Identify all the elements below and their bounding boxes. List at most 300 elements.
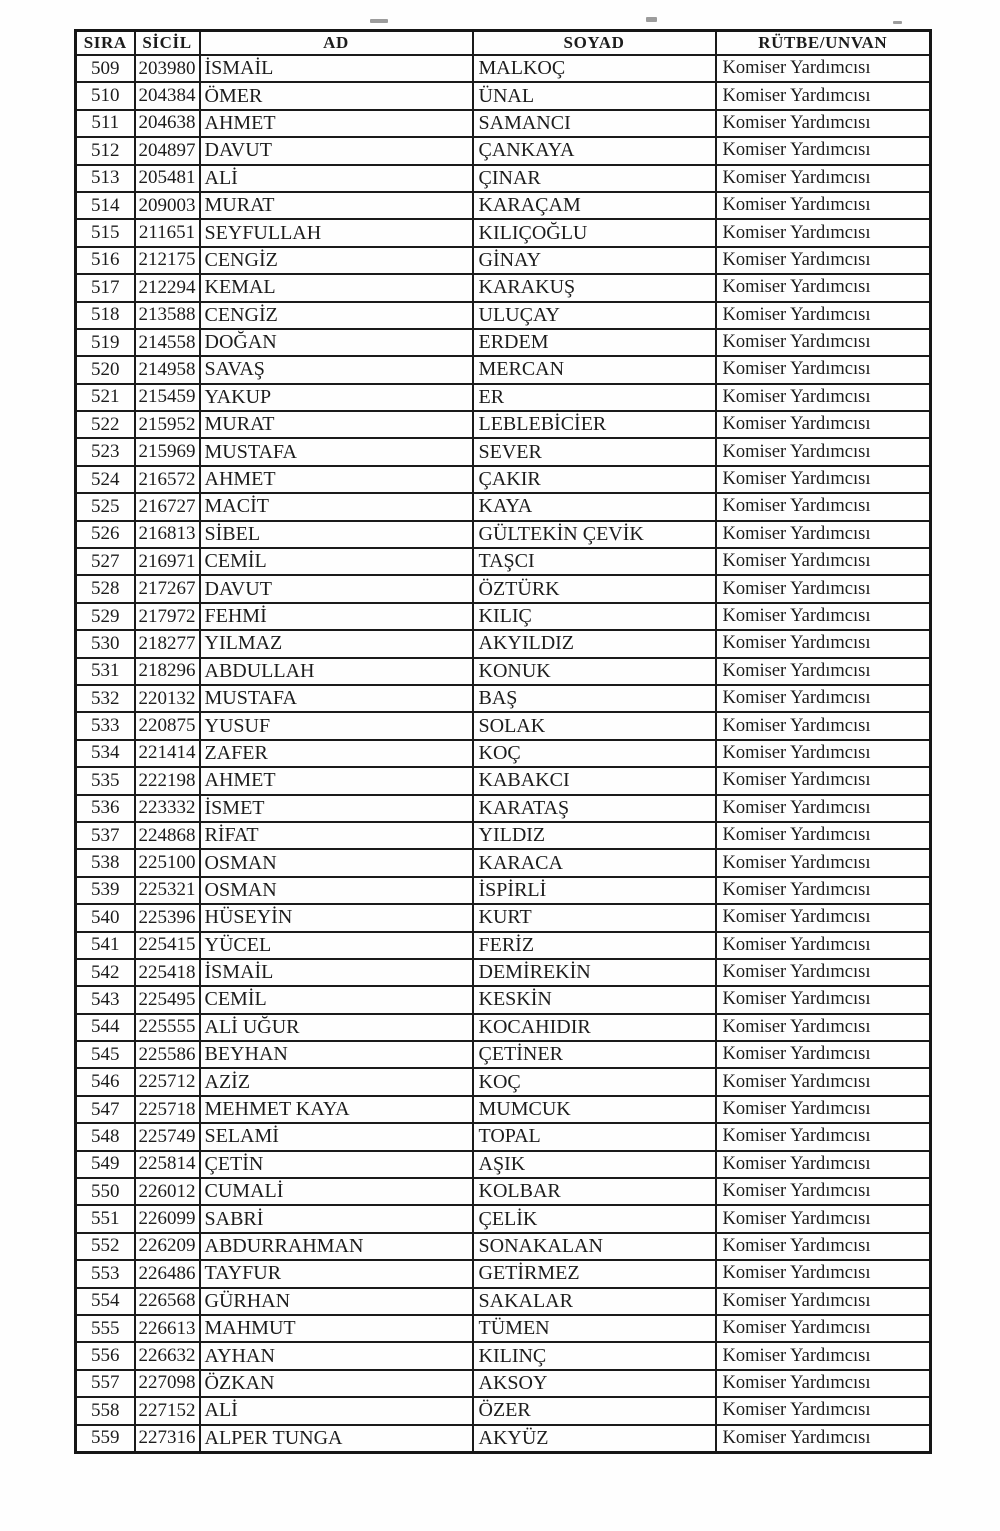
cell-rutbe: Komiser Yardımcısı bbox=[716, 1014, 931, 1041]
cell-rutbe: Komiser Yardımcısı bbox=[716, 1205, 931, 1232]
cell-sira: 546 bbox=[76, 1068, 135, 1095]
cell-sira: 554 bbox=[76, 1288, 135, 1315]
cell-sicil: 204384 bbox=[135, 82, 200, 109]
table-row bbox=[76, 1096, 931, 1123]
cell-sicil: 226632 bbox=[135, 1342, 200, 1369]
cell-rutbe: Komiser Yardımcısı bbox=[716, 712, 931, 739]
cell-soyad: AKYÜZ bbox=[473, 1425, 716, 1453]
cell-soyad: GÜLTEKİN ÇEVİK bbox=[473, 521, 716, 548]
cell-sicil: 217972 bbox=[135, 603, 200, 630]
column-header-sicil: SİCİL bbox=[135, 31, 200, 56]
table-row bbox=[76, 384, 931, 411]
cell-sicil: 225712 bbox=[135, 1068, 200, 1095]
cell-sicil: 225321 bbox=[135, 877, 200, 904]
cell-rutbe: Komiser Yardımcısı bbox=[716, 685, 931, 712]
cell-ad: OSMAN bbox=[200, 877, 473, 904]
cell-ad: MEHMET KAYA bbox=[200, 1096, 473, 1123]
cell-ad: YUSUF bbox=[200, 712, 473, 739]
cell-soyad: GİNAY bbox=[473, 247, 716, 274]
cell-sicil: 222198 bbox=[135, 767, 200, 794]
cell-ad: YILMAZ bbox=[200, 630, 473, 657]
cell-ad: MUSTAFA bbox=[200, 685, 473, 712]
cell-ad: ÇETİN bbox=[200, 1151, 473, 1178]
table-row bbox=[76, 932, 931, 959]
cell-soyad: KARATAŞ bbox=[473, 795, 716, 822]
cell-soyad: KARACA bbox=[473, 849, 716, 876]
cell-sicil: 216727 bbox=[135, 493, 200, 520]
cell-sira: 552 bbox=[76, 1233, 135, 1260]
cell-sira: 538 bbox=[76, 849, 135, 876]
table-row bbox=[76, 55, 931, 82]
cell-ad: İSMET bbox=[200, 795, 473, 822]
cell-rutbe: Komiser Yardımcısı bbox=[716, 767, 931, 794]
cell-rutbe: Komiser Yardımcısı bbox=[716, 1315, 931, 1342]
cell-ad: CENGİZ bbox=[200, 247, 473, 274]
cell-soyad: ER bbox=[473, 384, 716, 411]
table-row bbox=[76, 1425, 931, 1453]
cell-ad: AHMET bbox=[200, 767, 473, 794]
cell-soyad: KESKİN bbox=[473, 986, 716, 1013]
cell-sira: 557 bbox=[76, 1370, 135, 1397]
cell-sicil: 212175 bbox=[135, 247, 200, 274]
table-row bbox=[76, 685, 931, 712]
table-row bbox=[76, 1397, 931, 1424]
cell-sira: 535 bbox=[76, 767, 135, 794]
cell-sira: 559 bbox=[76, 1425, 135, 1453]
table-row bbox=[76, 1288, 931, 1315]
cell-soyad: ÖZTÜRK bbox=[473, 575, 716, 602]
cell-sicil: 215969 bbox=[135, 438, 200, 465]
cell-sicil: 225814 bbox=[135, 1151, 200, 1178]
table-row bbox=[76, 822, 931, 849]
cell-sira: 527 bbox=[76, 548, 135, 575]
header-row bbox=[76, 31, 931, 56]
cell-sicil: 204897 bbox=[135, 137, 200, 164]
table-row bbox=[76, 274, 931, 301]
cell-sicil: 211651 bbox=[135, 219, 200, 246]
table-row bbox=[76, 849, 931, 876]
cell-sicil: 220132 bbox=[135, 685, 200, 712]
scan-artifact bbox=[646, 17, 657, 22]
table-row bbox=[76, 219, 931, 246]
cell-ad: BEYHAN bbox=[200, 1041, 473, 1068]
cell-sicil: 203980 bbox=[135, 55, 200, 82]
cell-sira: 536 bbox=[76, 795, 135, 822]
cell-soyad: ÇELİK bbox=[473, 1205, 716, 1232]
cell-rutbe: Komiser Yardımcısı bbox=[716, 1397, 931, 1424]
cell-soyad: ÇANKAYA bbox=[473, 137, 716, 164]
cell-ad: YAKUP bbox=[200, 384, 473, 411]
cell-ad: DAVUT bbox=[200, 137, 473, 164]
cell-sicil: 225396 bbox=[135, 904, 200, 931]
cell-sicil: 226099 bbox=[135, 1205, 200, 1232]
cell-soyad: ULUÇAY bbox=[473, 302, 716, 329]
cell-ad: FEHMİ bbox=[200, 603, 473, 630]
cell-sira: 513 bbox=[76, 165, 135, 192]
cell-sicil: 218296 bbox=[135, 658, 200, 685]
cell-rutbe: Komiser Yardımcısı bbox=[716, 137, 931, 164]
cell-sira: 540 bbox=[76, 904, 135, 931]
cell-ad: ALİ bbox=[200, 165, 473, 192]
table-row bbox=[76, 712, 931, 739]
cell-sicil: 209003 bbox=[135, 192, 200, 219]
cell-soyad: AKSOY bbox=[473, 1370, 716, 1397]
cell-rutbe: Komiser Yardımcısı bbox=[716, 247, 931, 274]
cell-ad: MURAT bbox=[200, 192, 473, 219]
cell-ad: AHMET bbox=[200, 466, 473, 493]
cell-sira: 555 bbox=[76, 1315, 135, 1342]
table-row bbox=[76, 1315, 931, 1342]
cell-sicil: 225495 bbox=[135, 986, 200, 1013]
cell-sira: 532 bbox=[76, 685, 135, 712]
cell-soyad: SONAKALAN bbox=[473, 1233, 716, 1260]
cell-ad: SEYFULLAH bbox=[200, 219, 473, 246]
column-header-sira: SIRA bbox=[76, 31, 135, 56]
cell-sira: 523 bbox=[76, 438, 135, 465]
cell-sira: 545 bbox=[76, 1041, 135, 1068]
table-row bbox=[76, 329, 931, 356]
cell-soyad: SOLAK bbox=[473, 712, 716, 739]
cell-sira: 541 bbox=[76, 932, 135, 959]
table-row bbox=[76, 1342, 931, 1369]
cell-rutbe: Komiser Yardımcısı bbox=[716, 438, 931, 465]
cell-sicil: 226568 bbox=[135, 1288, 200, 1315]
cell-ad: MUSTAFA bbox=[200, 438, 473, 465]
table-row bbox=[76, 1068, 931, 1095]
cell-soyad: KAYA bbox=[473, 493, 716, 520]
cell-sira: 526 bbox=[76, 521, 135, 548]
cell-rutbe: Komiser Yardımcısı bbox=[716, 82, 931, 109]
cell-soyad: KILINÇ bbox=[473, 1342, 716, 1369]
cell-rutbe: Komiser Yardımcısı bbox=[716, 822, 931, 849]
cell-soyad: KARAKUŞ bbox=[473, 274, 716, 301]
cell-rutbe: Komiser Yardımcısı bbox=[716, 1425, 931, 1453]
cell-rutbe: Komiser Yardımcısı bbox=[716, 575, 931, 602]
cell-rutbe: Komiser Yardımcısı bbox=[716, 356, 931, 383]
column-header-soyad: SOYAD bbox=[473, 31, 716, 56]
cell-sicil: 212294 bbox=[135, 274, 200, 301]
cell-sicil: 225418 bbox=[135, 959, 200, 986]
cell-sira: 549 bbox=[76, 1151, 135, 1178]
cell-sira: 510 bbox=[76, 82, 135, 109]
cell-soyad: KARAÇAM bbox=[473, 192, 716, 219]
table-row bbox=[76, 165, 931, 192]
cell-sicil: 214558 bbox=[135, 329, 200, 356]
cell-sira: 524 bbox=[76, 466, 135, 493]
cell-sira: 509 bbox=[76, 55, 135, 82]
table-row bbox=[76, 356, 931, 383]
cell-rutbe: Komiser Yardımcısı bbox=[716, 1151, 931, 1178]
table-row bbox=[76, 192, 931, 219]
cell-soyad: KOÇ bbox=[473, 1068, 716, 1095]
table-row bbox=[76, 438, 931, 465]
cell-sicil: 221414 bbox=[135, 740, 200, 767]
table-row bbox=[76, 740, 931, 767]
cell-ad: KEMAL bbox=[200, 274, 473, 301]
cell-rutbe: Komiser Yardımcısı bbox=[716, 302, 931, 329]
cell-soyad: AŞIK bbox=[473, 1151, 716, 1178]
cell-soyad: ÇAKIR bbox=[473, 466, 716, 493]
cell-ad: GÜRHAN bbox=[200, 1288, 473, 1315]
cell-ad: ZAFER bbox=[200, 740, 473, 767]
cell-rutbe: Komiser Yardımcısı bbox=[716, 165, 931, 192]
cell-soyad: MALKOÇ bbox=[473, 55, 716, 82]
cell-sira: 521 bbox=[76, 384, 135, 411]
cell-soyad: SAKALAR bbox=[473, 1288, 716, 1315]
table-row bbox=[76, 1370, 931, 1397]
cell-sira: 547 bbox=[76, 1096, 135, 1123]
cell-sicil: 223332 bbox=[135, 795, 200, 822]
cell-sicil: 213588 bbox=[135, 302, 200, 329]
cell-soyad: MERCAN bbox=[473, 356, 716, 383]
scan-artifact bbox=[370, 19, 388, 23]
cell-sira: 533 bbox=[76, 712, 135, 739]
cell-rutbe: Komiser Yardımcısı bbox=[716, 658, 931, 685]
cell-sicil: 227316 bbox=[135, 1425, 200, 1453]
cell-soyad: KABAKCI bbox=[473, 767, 716, 794]
cell-rutbe: Komiser Yardımcısı bbox=[716, 1260, 931, 1287]
cell-ad: ALPER TUNGA bbox=[200, 1425, 473, 1453]
cell-sicil: 204638 bbox=[135, 110, 200, 137]
cell-soyad: LEBLEBİCİER bbox=[473, 411, 716, 438]
cell-ad: SAVAŞ bbox=[200, 356, 473, 383]
table-row bbox=[76, 575, 931, 602]
cell-soyad: YILDIZ bbox=[473, 822, 716, 849]
cell-sira: 537 bbox=[76, 822, 135, 849]
column-header-rutbe: RÜTBE/UNVAN bbox=[716, 31, 931, 56]
cell-ad: ALİ UĞUR bbox=[200, 1014, 473, 1041]
cell-rutbe: Komiser Yardımcısı bbox=[716, 1342, 931, 1369]
table-row bbox=[76, 630, 931, 657]
cell-sira: 520 bbox=[76, 356, 135, 383]
cell-sira: 551 bbox=[76, 1205, 135, 1232]
cell-sicil: 226012 bbox=[135, 1178, 200, 1205]
table-header bbox=[76, 31, 931, 56]
cell-sicil: 224868 bbox=[135, 822, 200, 849]
table-row bbox=[76, 877, 931, 904]
cell-sicil: 220875 bbox=[135, 712, 200, 739]
table-row bbox=[76, 1151, 931, 1178]
cell-rutbe: Komiser Yardımcısı bbox=[716, 1068, 931, 1095]
cell-rutbe: Komiser Yardımcısı bbox=[716, 219, 931, 246]
cell-soyad: ÇETİNER bbox=[473, 1041, 716, 1068]
cell-ad: İSMAİL bbox=[200, 55, 473, 82]
cell-sicil: 214958 bbox=[135, 356, 200, 383]
cell-sira: 553 bbox=[76, 1260, 135, 1287]
cell-soyad: TOPAL bbox=[473, 1123, 716, 1150]
cell-ad: SELAMİ bbox=[200, 1123, 473, 1150]
cell-sicil: 217267 bbox=[135, 575, 200, 602]
cell-ad: MURAT bbox=[200, 411, 473, 438]
cell-sicil: 226613 bbox=[135, 1315, 200, 1342]
cell-soyad: KOÇ bbox=[473, 740, 716, 767]
cell-rutbe: Komiser Yardımcısı bbox=[716, 986, 931, 1013]
cell-ad: DAVUT bbox=[200, 575, 473, 602]
cell-rutbe: Komiser Yardımcısı bbox=[716, 274, 931, 301]
cell-soyad: KOCAHIDIR bbox=[473, 1014, 716, 1041]
cell-soyad: KURT bbox=[473, 904, 716, 931]
cell-sira: 531 bbox=[76, 658, 135, 685]
cell-rutbe: Komiser Yardımcısı bbox=[716, 110, 931, 137]
cell-rutbe: Komiser Yardımcısı bbox=[716, 630, 931, 657]
cell-rutbe: Komiser Yardımcısı bbox=[716, 740, 931, 767]
cell-rutbe: Komiser Yardımcısı bbox=[716, 877, 931, 904]
scan-artifact bbox=[893, 21, 902, 24]
cell-soyad: FERİZ bbox=[473, 932, 716, 959]
cell-sicil: 227098 bbox=[135, 1370, 200, 1397]
table-row bbox=[76, 411, 931, 438]
cell-sicil: 225586 bbox=[135, 1041, 200, 1068]
cell-sira: 529 bbox=[76, 603, 135, 630]
cell-rutbe: Komiser Yardımcısı bbox=[716, 1096, 931, 1123]
cell-rutbe: Komiser Yardımcısı bbox=[716, 411, 931, 438]
cell-ad: MAHMUT bbox=[200, 1315, 473, 1342]
cell-soyad: TAŞCI bbox=[473, 548, 716, 575]
cell-ad: ÖZKAN bbox=[200, 1370, 473, 1397]
cell-ad: TAYFUR bbox=[200, 1260, 473, 1287]
cell-sicil: 225749 bbox=[135, 1123, 200, 1150]
table-row bbox=[76, 1041, 931, 1068]
cell-soyad: ERDEM bbox=[473, 329, 716, 356]
cell-sira: 539 bbox=[76, 877, 135, 904]
cell-soyad: ÇINAR bbox=[473, 165, 716, 192]
table-row bbox=[76, 493, 931, 520]
cell-ad: CUMALİ bbox=[200, 1178, 473, 1205]
cell-sira: 544 bbox=[76, 1014, 135, 1041]
table-row bbox=[76, 986, 931, 1013]
cell-sicil: 216572 bbox=[135, 466, 200, 493]
cell-sira: 528 bbox=[76, 575, 135, 602]
cell-sira: 525 bbox=[76, 493, 135, 520]
cell-ad: MACİT bbox=[200, 493, 473, 520]
cell-ad: DOĞAN bbox=[200, 329, 473, 356]
cell-sira: 514 bbox=[76, 192, 135, 219]
cell-rutbe: Komiser Yardımcısı bbox=[716, 1370, 931, 1397]
table-row bbox=[76, 110, 931, 137]
cell-sicil: 227152 bbox=[135, 1397, 200, 1424]
cell-rutbe: Komiser Yardımcısı bbox=[716, 1233, 931, 1260]
cell-rutbe: Komiser Yardımcısı bbox=[716, 1123, 931, 1150]
cell-rutbe: Komiser Yardımcısı bbox=[716, 1178, 931, 1205]
table-row bbox=[76, 137, 931, 164]
cell-sira: 542 bbox=[76, 959, 135, 986]
cell-soyad: GETİRMEZ bbox=[473, 1260, 716, 1287]
cell-sira: 516 bbox=[76, 247, 135, 274]
cell-rutbe: Komiser Yardımcısı bbox=[716, 55, 931, 82]
cell-soyad: SEVER bbox=[473, 438, 716, 465]
cell-sicil: 225415 bbox=[135, 932, 200, 959]
cell-rutbe: Komiser Yardımcısı bbox=[716, 904, 931, 931]
cell-ad: CENGİZ bbox=[200, 302, 473, 329]
table-row bbox=[76, 1123, 931, 1150]
cell-soyad: KONUK bbox=[473, 658, 716, 685]
cell-soyad: AKYILDIZ bbox=[473, 630, 716, 657]
table-row bbox=[76, 658, 931, 685]
cell-soyad: ÜNAL bbox=[473, 82, 716, 109]
cell-ad: ÖMER bbox=[200, 82, 473, 109]
cell-soyad: MUMCUK bbox=[473, 1096, 716, 1123]
cell-rutbe: Komiser Yardımcısı bbox=[716, 329, 931, 356]
cell-ad: ABDULLAH bbox=[200, 658, 473, 685]
personnel-table bbox=[74, 29, 932, 1454]
cell-rutbe: Komiser Yardımcısı bbox=[716, 384, 931, 411]
cell-rutbe: Komiser Yardımcısı bbox=[716, 548, 931, 575]
cell-rutbe: Komiser Yardımcısı bbox=[716, 1041, 931, 1068]
cell-sicil: 216813 bbox=[135, 521, 200, 548]
cell-sira: 511 bbox=[76, 110, 135, 137]
cell-soyad: ÖZER bbox=[473, 1397, 716, 1424]
cell-soyad: KILIÇ bbox=[473, 603, 716, 630]
cell-soyad: BAŞ bbox=[473, 685, 716, 712]
cell-sira: 519 bbox=[76, 329, 135, 356]
table-row bbox=[76, 521, 931, 548]
cell-ad: SİBEL bbox=[200, 521, 473, 548]
table-row bbox=[76, 1205, 931, 1232]
cell-ad: ALİ bbox=[200, 1397, 473, 1424]
table-row bbox=[76, 302, 931, 329]
cell-sicil: 205481 bbox=[135, 165, 200, 192]
cell-ad: RİFAT bbox=[200, 822, 473, 849]
cell-soyad: TÜMEN bbox=[473, 1315, 716, 1342]
cell-sira: 522 bbox=[76, 411, 135, 438]
table-row bbox=[76, 904, 931, 931]
table-row bbox=[76, 466, 931, 493]
cell-ad: YÜCEL bbox=[200, 932, 473, 959]
table-row bbox=[76, 959, 931, 986]
cell-sira: 530 bbox=[76, 630, 135, 657]
cell-sira: 518 bbox=[76, 302, 135, 329]
cell-sicil: 225100 bbox=[135, 849, 200, 876]
cell-sira: 534 bbox=[76, 740, 135, 767]
cell-sicil: 215952 bbox=[135, 411, 200, 438]
cell-sira: 558 bbox=[76, 1397, 135, 1424]
cell-sira: 515 bbox=[76, 219, 135, 246]
cell-rutbe: Komiser Yardımcısı bbox=[716, 959, 931, 986]
cell-ad: ABDURRAHMAN bbox=[200, 1233, 473, 1260]
table-row bbox=[76, 1233, 931, 1260]
cell-rutbe: Komiser Yardımcısı bbox=[716, 795, 931, 822]
table-row bbox=[76, 1260, 931, 1287]
cell-sira: 556 bbox=[76, 1342, 135, 1369]
cell-rutbe: Komiser Yardımcısı bbox=[716, 603, 931, 630]
cell-sicil: 226486 bbox=[135, 1260, 200, 1287]
cell-sira: 543 bbox=[76, 986, 135, 1013]
cell-rutbe: Komiser Yardımcısı bbox=[716, 849, 931, 876]
cell-sira: 512 bbox=[76, 137, 135, 164]
cell-rutbe: Komiser Yardımcısı bbox=[716, 521, 931, 548]
cell-rutbe: Komiser Yardımcısı bbox=[716, 493, 931, 520]
cell-rutbe: Komiser Yardımcısı bbox=[716, 932, 931, 959]
cell-ad: CEMİL bbox=[200, 986, 473, 1013]
table-row bbox=[76, 548, 931, 575]
cell-soyad: KILIÇOĞLU bbox=[473, 219, 716, 246]
table-body bbox=[76, 55, 931, 1452]
cell-ad: OSMAN bbox=[200, 849, 473, 876]
cell-sira: 550 bbox=[76, 1178, 135, 1205]
cell-ad: İSMAİL bbox=[200, 959, 473, 986]
table-row bbox=[76, 247, 931, 274]
cell-sira: 548 bbox=[76, 1123, 135, 1150]
cell-sira: 517 bbox=[76, 274, 135, 301]
cell-sicil: 225555 bbox=[135, 1014, 200, 1041]
cell-soyad: SAMANCI bbox=[473, 110, 716, 137]
cell-soyad: İSPİRLİ bbox=[473, 877, 716, 904]
cell-sicil: 226209 bbox=[135, 1233, 200, 1260]
cell-sicil: 215459 bbox=[135, 384, 200, 411]
table-row bbox=[76, 82, 931, 109]
cell-sicil: 216971 bbox=[135, 548, 200, 575]
table-row bbox=[76, 1014, 931, 1041]
